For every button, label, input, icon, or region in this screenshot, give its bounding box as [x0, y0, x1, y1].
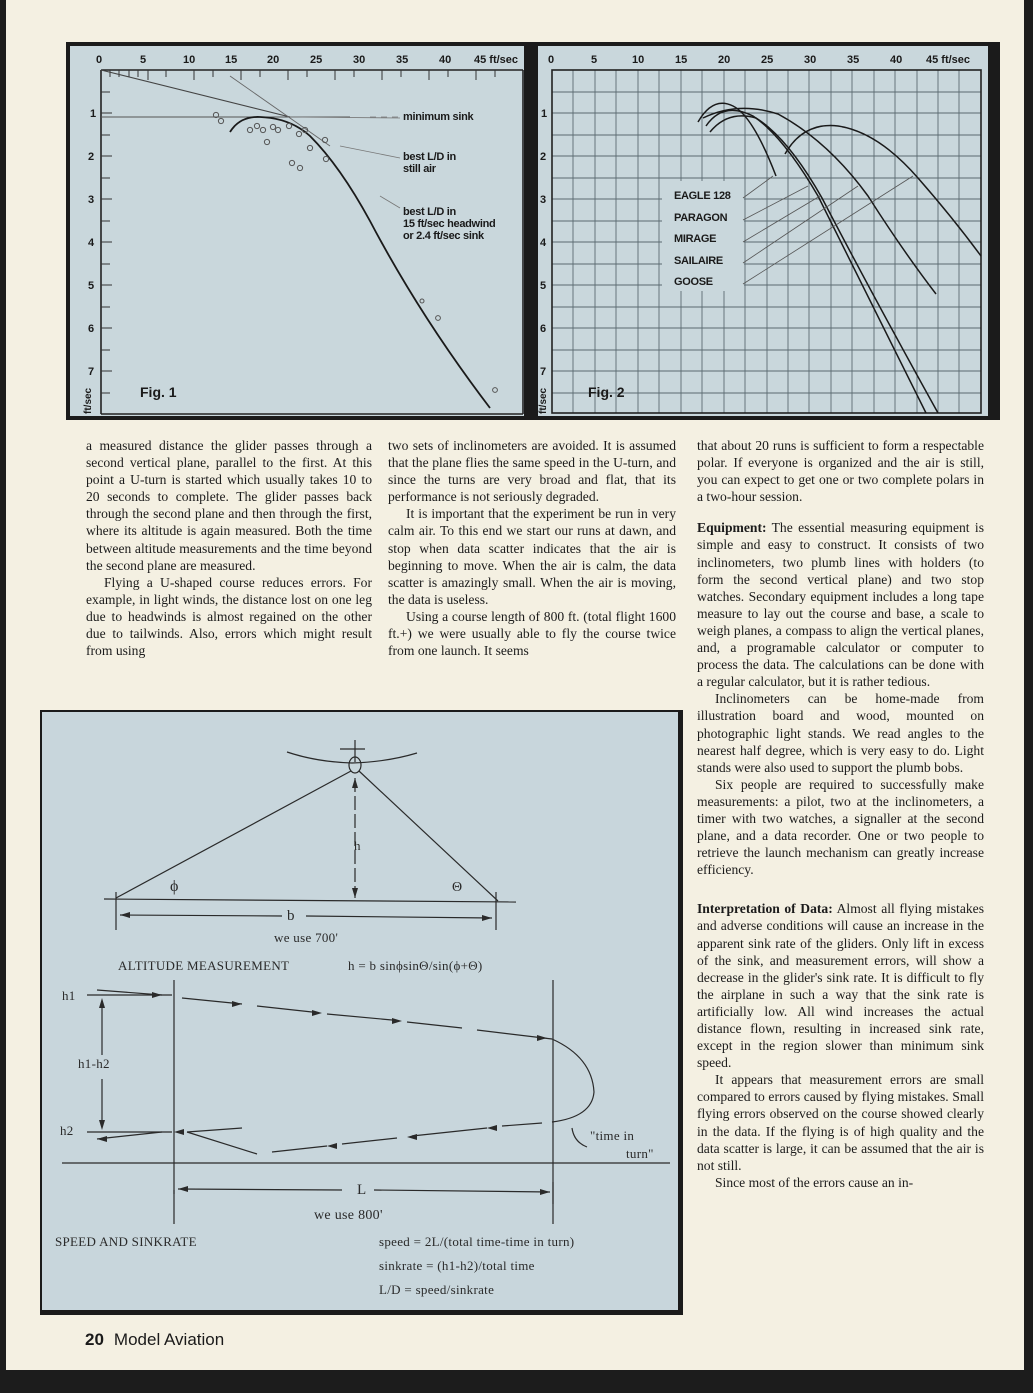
publication-name: Model Aviation [113, 1330, 225, 1349]
interpretation-heading: Interpretation of Data: [697, 901, 833, 917]
fig2-ytick-5: 5 [540, 280, 547, 292]
column-1 [86, 437, 372, 659]
col3-para-4: Six people are required to successfully make measurements: a pilot, two at the inclinometers, a timer with two watches, a signaller at the second plane, and a data recorder. One or two people to retrieve the launch mechanism can greatly increase efficiency. [697, 776, 984, 878]
h-label: h [354, 838, 361, 853]
col1-para-2: Flying a U-shaped course reduces errors. For example, in light winds, the distance lost on one leg due to headwinds is almost regained on the other due to tailwinds. Also, errors which might result from using [86, 574, 372, 659]
fig1-xtick-5: 5 [140, 54, 147, 66]
fig1-best-ld-still-label: best L/D in still air [403, 151, 456, 175]
fig2-ytick-4: 4 [540, 237, 547, 249]
legend-mirage: MIRAGE [674, 233, 717, 245]
fig1-chart [70, 46, 524, 416]
page-number: 20 [85, 1330, 104, 1349]
formula-sinkrate: sinkrate = (h1-h2)/total time [379, 1258, 535, 1273]
col3-para-1: that about 20 runs is sufficient to form a respectable polar. If everyone is organized and the air is still, you can expect to get one or two complete polars in a two-hour session. [697, 438, 984, 505]
fig1-min-sink-label: minimum sink [403, 111, 474, 123]
col3-para-7: Since most of the errors cause an in- [715, 1174, 914, 1190]
col3-para-3: Inclinometers can be home-made from illustration board and wood, mounted on photographic light stands. We read angles to the nearest half degree, which is very easy to do. Light stands were also used to support the plumb bobs. [697, 691, 984, 775]
fig1-ytick-1: 1 [90, 108, 97, 120]
equipment-heading: Equipment: [697, 520, 767, 536]
fig1-ytick-3: 3 [88, 194, 95, 206]
h1-h2-label: h1-h2 [78, 1056, 110, 1071]
fig1-ytick-7: 7 [88, 366, 95, 378]
theta-symbol: Θ [452, 880, 463, 895]
L-label: L [357, 1182, 367, 1198]
fig2-xtick-5: 5 [591, 54, 598, 66]
phi-symbol: ϕ [170, 878, 179, 895]
col1-para-1: a measured distance the glider passes through a second vertical plane, parallel to the first. At this point a U-turn is started which usually takes 10 to 20 seconds to complete. The glider passes back through the second plane and then through the first, where its altitude is again measured. Both the time between altitude measurements and the time beyond the second plane are measured. [86, 438, 372, 573]
b-label: b [287, 908, 295, 924]
legend-eagle-128: EAGLE 128 [674, 190, 731, 202]
fig1-xtick-0: 0 [96, 54, 103, 66]
fig2-ytick-1: 1 [541, 108, 548, 120]
fig1-ytick-2: 2 [88, 151, 95, 163]
legend-sailaire: SAILAIRE [674, 254, 723, 267]
fig2-title: Fig. 2 [588, 384, 625, 400]
fig1-best-ld-wind-label: best L/D in 15 ft/sec headwind or 2.4 ft/sec sink [403, 206, 496, 242]
col2-para-3: Using a course length of 800 ft. (total flight 1600 ft.+) we were usually able to fly the course twice from one launch. It seems [388, 608, 676, 659]
time-in-turn-label-1: "time in [590, 1128, 635, 1143]
column-2 [388, 437, 676, 659]
fig1-y-unit: ft/sec [83, 387, 94, 414]
scan-border [0, 1370, 1033, 1393]
speed-sinkrate-title: SPEED AND SINKRATE [55, 1234, 197, 1249]
fig1-xtick-25: 25 [310, 54, 323, 66]
altitude-title: ALTITUDE MEASUREMENT [118, 958, 290, 973]
column-3 [697, 437, 984, 1191]
fig2-xtick-15: 15 [675, 54, 688, 66]
fig1-xtick-15: 15 [225, 54, 238, 66]
fig1-xtick-30: 30 [353, 54, 366, 66]
formula-ld: L/D = speed/sinkrate [379, 1282, 495, 1297]
course-note: we use 800' [314, 1208, 383, 1223]
altitude-formula: h = b sinϕsinΘ/sin(ϕ+Θ) [348, 958, 483, 973]
fig2-xtick-35: 35 [847, 54, 860, 66]
base-note: we use 700' [274, 930, 339, 945]
fig2-curves [538, 46, 988, 416]
fig2-xtick-40: 40 [890, 54, 903, 66]
fig2-ytick-7: 7 [540, 366, 547, 378]
time-in-turn-label-2: turn" [626, 1146, 654, 1161]
col2-para-2: It is important that the experiment be run in very calm air. To this end we start our runs at dawn, and stop when data scatter indicates that the air is beginning to move. When the air is calm, the data scatter is amazingly small. When the air is moving, the data is useless. [388, 506, 676, 607]
col3-para-6: It appears that measurement errors are small compared to errors caused by flying mistakes. Small flying errors observed on the course showed clearly in the data. If the flying is of high quality and the data scatter is large, it can be assumed that the air is not still. [697, 1072, 984, 1173]
fig2-xtick-20: 20 [718, 54, 731, 66]
fig1-xtick-40: 40 [439, 54, 452, 66]
fig1-xtick-35: 35 [396, 54, 409, 66]
formula-speed: speed = 2L/(total time-time in turn) [379, 1234, 575, 1249]
fig1-title: Fig. 1 [140, 384, 177, 400]
col2-para-1: two sets of inclinometers are avoided. It is assumed that the plane flies the same speed in the U-turn, and since the turns are very broad and flat, that its performance is not seriously degraded. [388, 438, 676, 505]
fig2-xtick-25: 25 [761, 54, 774, 66]
fig2-chart [538, 46, 988, 416]
fig2-xtick-10: 10 [632, 54, 645, 66]
fig1-ytick-4: 4 [88, 237, 95, 249]
fig2-y-unit: ft/sec [538, 387, 549, 414]
col3-interpretation-para: Interpretation of Data: Almost all flying mistakes and adverse conditions will cause an increase in the apparent sink rate of the gliders. Only lift in excess of the sink, and measurement errors, will show a decrease in the glider's sink rate. It is difficult to fly the airplane in such a way that the sink rate is artificially low. All wind increases the actual distance flown, resulting in increased sink rate, except in the region slower than minimum sink speed. [697, 901, 984, 1071]
page-footer [85, 1330, 224, 1350]
figures-panel [66, 42, 1000, 420]
fig1-xtick-20: 20 [267, 54, 280, 66]
legend-paragon: PARAGON [674, 211, 728, 224]
fig1-ytick-5: 5 [88, 280, 95, 292]
fig2-xtick-0: 0 [548, 54, 555, 66]
fig2-ytick-2: 2 [540, 151, 547, 163]
fig2-xtick-30: 30 [804, 54, 817, 66]
col3-equipment-para: Equipment: The essential measuring equipment is simple and easy to construct. It consists of two inclinometers, two plumb lines with holders (to form the second vertical plane) and two stop watches. Secondary equipment includes a long tape measure to lay out the course and base, a scale to weigh planes, a compass to align the vertical planes, and, a programable calculator or computer to process the data. The calculations can be done with a regular calculator, but it is rather tedious. [697, 520, 984, 690]
fig2-ytick-6: 6 [540, 323, 547, 335]
fig2-ytick-3: 3 [540, 194, 547, 206]
fig1-xtick-10: 10 [183, 54, 196, 66]
fig1-xtick-45: 45 ft/sec [474, 54, 519, 66]
measurement-diagram [40, 710, 683, 1315]
fig2-legend [674, 186, 731, 294]
legend-goose: GOOSE [674, 276, 713, 288]
h2-label: h2 [60, 1123, 74, 1138]
fig2-xtick-45: 45 ft/sec [926, 54, 971, 66]
fig1-ytick-6: 6 [88, 323, 95, 335]
h1-label: h1 [62, 988, 76, 1003]
